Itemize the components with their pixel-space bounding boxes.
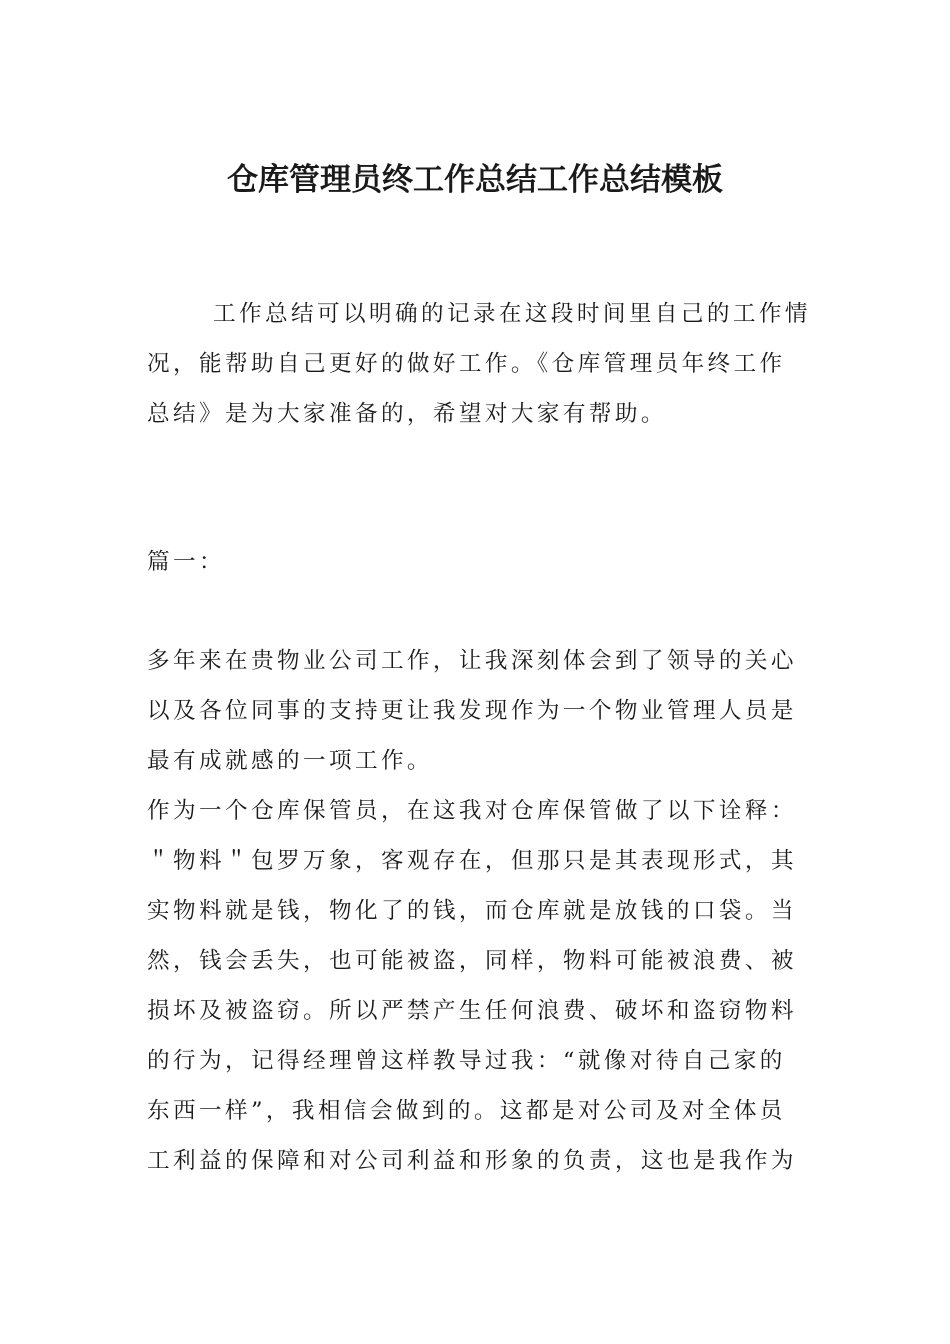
intro-line: 工作总结可以明确的记录在这段时间里自己的工作情 [213,301,811,327]
body-line: 然，钱会丢失，也可能被盗，同样，物料可能被浪费、被 [147,948,797,974]
body-line: 最有成就感的一项工作。 [147,748,433,774]
body-line: 多年来在贵物业公司工作，让我深刻体会到了领导的关心 [147,648,797,674]
intro-line: 总结》是为大家准备的，希望对大家有帮助。 [147,401,667,427]
body-line: 工利益的保障和对公司利益和形象的负责，这也是我作为 [147,1148,797,1174]
section-heading: 篇一： [147,549,225,575]
body-line: ＂物料＂包罗万象，客观存在，但那只是其表现形式，其 [147,848,797,874]
intro-paragraph [147,289,809,439]
body-line: 作为一个仓库保管员，在这我对仓库保管做了以下诠释： [147,798,797,824]
body-paragraph [147,636,809,1186]
body-line: 损坏及被盗窃。所以严禁产生任何浪费、破坏和盗窃物料 [147,998,797,1024]
body-line: 的行为，记得经理曾这样教导过我：“就像对待自己家的 [147,1048,786,1074]
body-line: 以及各位同事的支持更让我发现作为一个物业管理人员是 [147,698,797,724]
section-heading-wrap [147,537,809,587]
document-title: 仓库管理员终工作总结工作总结模板 [227,162,723,198]
intro-line: 况，能帮助自己更好的做好工作。《仓库管理员年终工作 [147,351,786,377]
body-line: 实物料就是钱，物化了的钱，而仓库就是放钱的口袋。当 [147,898,797,924]
body-line: 东西一样”，我相信会做到的。这都是对公司及对全体员 [147,1098,786,1124]
